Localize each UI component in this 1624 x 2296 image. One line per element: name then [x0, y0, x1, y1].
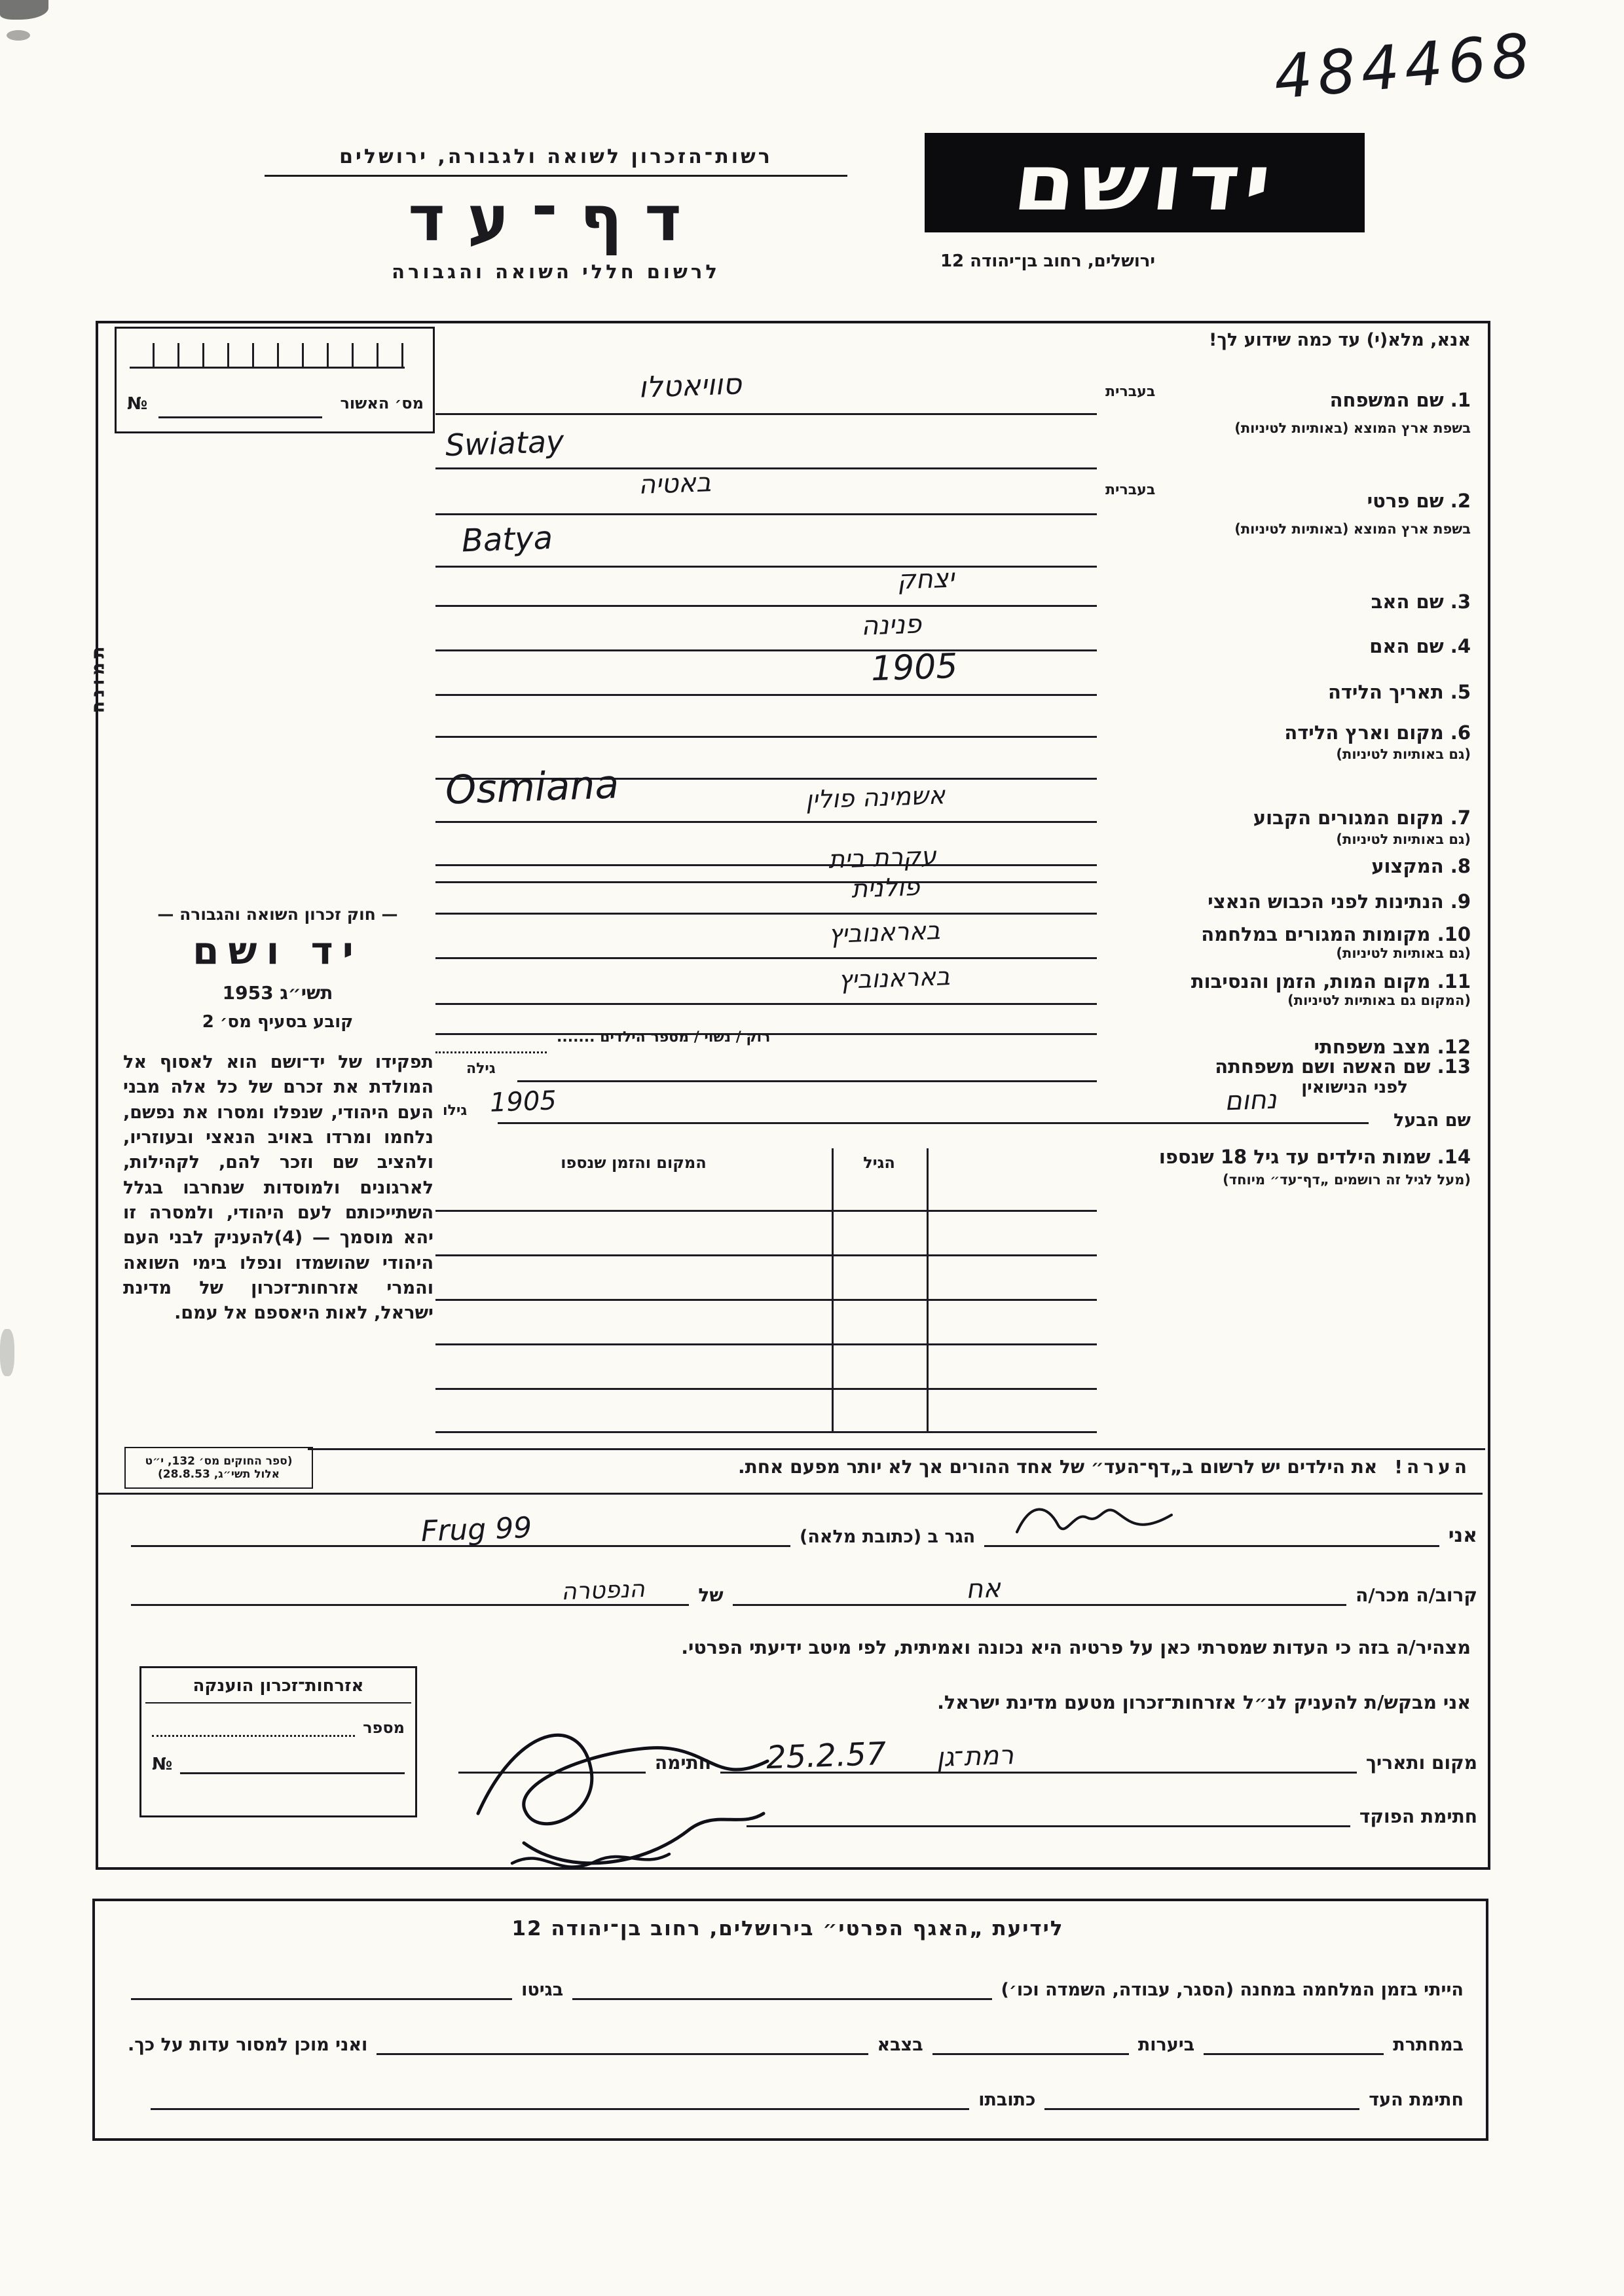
hebrew-tag-f2: בעברית [1105, 482, 1156, 498]
address-value: 99 Frug [420, 1511, 533, 1548]
field-8-label: 8. המקצוע [1371, 855, 1471, 877]
form-subtitle: לרשום חללי השואה והגבורה [392, 261, 720, 283]
field-7-line-a [435, 821, 1097, 823]
declaration-statement: מצהיר/ה בזה כי העדות שמסרתי כאן על פרטיה היא נכונה ואמיתית, לפי מיטב ידיעתי הפרטי. [681, 1637, 1471, 1658]
children-table-row-line [435, 1431, 1097, 1433]
children-table-place-header: המקום והזמן שנספו [561, 1154, 707, 1172]
declarant-address-line [131, 1511, 790, 1548]
yad-vashem-logo-text: ידושם [1008, 137, 1281, 228]
field-11-line-a [435, 1003, 1097, 1005]
field-1-line-hebrew [435, 413, 1097, 415]
field-9-value: פולנית [851, 872, 921, 903]
of-label: של [698, 1584, 724, 1606]
photo-label: תמונה [88, 642, 109, 714]
field-7-sublabel: (גם באותיות לטיניות) [1336, 831, 1471, 847]
note-band-top-line [308, 1448, 1485, 1450]
underground-label: במחתרת [1393, 2035, 1464, 2055]
scan-smudge [0, 0, 48, 20]
children-table-row-line [435, 1299, 1097, 1301]
her-age-label: גילה [466, 1061, 496, 1077]
place-date-label: מקום ותאריך [1365, 1752, 1477, 1774]
army-line [377, 2030, 868, 2055]
children-table-age-header: הגיל [863, 1154, 895, 1172]
field-7-value-hebrew: אשמינה פולין [805, 780, 946, 814]
field-14-sublabel: (מעל לגיל זה רושמים „דף־עד״ מיוחד) [1223, 1172, 1471, 1188]
field-1-value-hebrew: סוויאטלו [638, 367, 743, 405]
relation-of-line [131, 1576, 689, 1606]
army-label: בצבא [877, 2035, 923, 2055]
note-band-bottom-line [98, 1493, 1483, 1495]
witness-signature-scribble [426, 1689, 805, 1886]
field-10-line [435, 957, 1097, 959]
camp-label: הייתי בזמן המלחמה במחנה (הסגר, עבודה, השמדה וכו׳) [1001, 1980, 1464, 2000]
forests-line [932, 2030, 1129, 2055]
ghetto-label: בגיטו [521, 1980, 564, 2000]
field-5-value: 1905 [870, 646, 959, 689]
field-10-value: באראנוביץ [828, 916, 941, 949]
field-6-sublabel: (גם באותיות לטיניות) [1336, 746, 1471, 762]
field-6-label: 6. מקום וארץ הלידה [1284, 721, 1471, 744]
relation-of-value: הנפטרה [560, 1575, 645, 1606]
field-2-value-hebrew: באטיה [638, 467, 712, 500]
yad-vashem-logo [925, 133, 1365, 232]
witness-signature-line [1044, 2085, 1359, 2110]
hebrew-tag-f1: בעברית [1105, 384, 1156, 400]
witness-address-line [151, 2085, 969, 2110]
grant-box-title: אזרחות־זכרון הוענקה [145, 1668, 411, 1704]
scan-smudge [0, 1329, 14, 1376]
camp-row [131, 1975, 1464, 2000]
authority-title: רשות־הזכרון לשואה ולגבורה, ירושלים [265, 145, 847, 177]
field-1-value-latin: Swiatay [445, 423, 565, 464]
place-value: רמת־גן [936, 1740, 1014, 1774]
field-7-value-latin: Osmiana [444, 761, 620, 814]
children-table-row-line [435, 1210, 1097, 1212]
field-5-line [435, 694, 1097, 696]
citizenship-grant-box [139, 1666, 417, 1817]
field-10-label: 10. מקומות המגורים במלחמה [1201, 923, 1471, 945]
grant-number-row [141, 1715, 415, 1737]
field-4-label: 4. שם האם [1369, 635, 1471, 657]
grant-no-line [180, 1753, 405, 1774]
children-table-row-line [435, 1343, 1097, 1345]
witness-address-label: כתובתו [978, 2090, 1036, 2110]
his-age-label: גילו [443, 1102, 468, 1119]
field-4-value: פנינה [860, 609, 922, 642]
law-year: תשי״ג 1953 [222, 982, 333, 1004]
husband-name-label: שם הבעל [1393, 1110, 1471, 1131]
note-title: הערה! [1394, 1456, 1471, 1478]
approval-number-label: מס׳ האשור [340, 394, 424, 412]
grant-number-line [152, 1715, 355, 1737]
field-13-line-wife [517, 1080, 1097, 1082]
field-11-value: באראנוביץ [838, 962, 951, 994]
scan-smudge [7, 30, 30, 41]
field-2-sublabel: בשפת ארץ המוצא (באותיות לטיניות) [1234, 521, 1471, 537]
field-3-label: 3. שם האב [1371, 591, 1471, 613]
field-14-label: 14. שמות הילדים עד גיל 18 שנספו [1158, 1146, 1471, 1168]
husband-name-value: נחום [1224, 1084, 1278, 1117]
declarant-name-line [984, 1518, 1439, 1547]
date-value: 25.2.57 [766, 1735, 887, 1777]
relation-value: אח [965, 1573, 1001, 1605]
field-10-sublabel: (גם באותיות לטיניות) [1336, 945, 1471, 961]
official-signature-line [747, 1798, 1350, 1827]
field-13-label2: לפני הנישואין [1301, 1078, 1408, 1097]
law-footnote-box: (ספר החוקים מס׳ 132, י״ט אלול תשי״ג, 28.8.53) [124, 1447, 313, 1489]
field-11-label: 11. מקום המות, הזמן והנסיבות [1190, 970, 1471, 993]
resides-label: הגר ב (כתובת מלאה) [800, 1527, 976, 1547]
law-text: תפקידו של יד־ושם הוא לאסוף אל המולדת את זכרם של כל אלה מבני העם היהודי, שנפלו ומסרו את נפשם, נלחמו ומרדו באויב הנאצי ובעוזריו, ולהציב שם וזכר להם, לקהילות, לארגונים ולמוסדות שנחרבו בגלל השתייכותם לעם היהודי, ולמסרה זו יהא מוסמך — (4)להעניק לבני העם היהודי שהושמדו ונפלו בימי השואה והמרי אזרחות־זכרון של מדינת ישראל, לאות היאספם אל עמם. [123, 1052, 434, 1324]
field-4-line [435, 649, 1097, 651]
file-number-handwritten: 484468 [1271, 20, 1538, 113]
field-7-label: 7. מקום המגורים הקבוע [1253, 807, 1471, 829]
approval-no-label: № [127, 394, 148, 414]
field-8-value: עקרת בית [828, 841, 937, 874]
field-1-sublabel: בשפת ארץ המוצא (באותיות לטיניות) [1234, 420, 1471, 436]
citizenship-request: אני מבקש/ת להעניק לנ״ל אזרחות־זכרון מטעם מדינת ישראל. [937, 1692, 1471, 1713]
logo-address: ירושלים, רחוב בן־יהודה 12 [940, 251, 1156, 271]
field-12-label: 12. מצב משפחתי [1314, 1036, 1471, 1058]
official-signature-row [747, 1798, 1477, 1827]
place-date-line [720, 1735, 1357, 1777]
fill-instruction: אנא, מלא(י) עד כמה שידוע לך! [1209, 330, 1471, 350]
declarant-row [131, 1511, 1477, 1548]
field-1-line-latin [435, 467, 1097, 469]
grant-no-row [141, 1753, 415, 1774]
field-12-options: רוק / נשוי / מספר הילדים ....... [557, 1029, 771, 1046]
note-text: את הילדים יש לרשום ב„דף־העד״ של אחד ההורים אך לא יותר מפעם אחת. [737, 1456, 1378, 1478]
witness-signature-label: חתימת העד [1369, 2090, 1464, 2110]
field-2-line-hebrew [435, 513, 1097, 515]
official-signature-label: חתימת הפוקד [1359, 1806, 1477, 1827]
ghetto-line [131, 1975, 512, 2000]
law-name: יד ושם [193, 928, 363, 973]
field-9-line [435, 913, 1097, 915]
field-8-line [435, 881, 1097, 883]
underground-line [1204, 2030, 1384, 2055]
field-13-label: 13. שם האשה ושם משפחתה [1215, 1055, 1471, 1078]
grant-no-label: № [152, 1755, 173, 1774]
husband-year-value: 1905 [489, 1085, 557, 1118]
approval-no-line [158, 394, 322, 418]
grant-number-label: מספר [363, 1719, 405, 1737]
children-table-row-line [435, 1254, 1097, 1256]
field-2-value-latin: Batya [461, 519, 553, 560]
field-2-label: 2. שם פרטי [1367, 490, 1471, 512]
field-2-line-latin [435, 566, 1097, 568]
ready-to-testify-label: ואני מוכן למסור עדות על כך. [128, 2035, 368, 2055]
signature-label: חתימה [654, 1752, 711, 1774]
approval-number-box [115, 327, 435, 433]
resistance-row [128, 2030, 1464, 2055]
field-11-sublabel: (המקום גם באותיות לטיניות) [1287, 993, 1471, 1008]
children-table-row-line [435, 1388, 1097, 1390]
field-5-label: 5. תאריך הלידה [1327, 681, 1471, 703]
field-3-line [435, 605, 1097, 607]
relation-row [131, 1573, 1477, 1606]
relation-line [733, 1573, 1347, 1606]
field-7-line-b [435, 864, 1097, 866]
field-13-line-husband [498, 1122, 1369, 1124]
law-section: קובע בסעיף מס׳ 2 [202, 1012, 354, 1032]
camp-line [572, 1975, 991, 2000]
note-line [738, 1456, 1471, 1478]
field-9-label: 9. הנתינות לפני הכבוש הנאצי [1208, 890, 1471, 913]
digit-comb [130, 343, 405, 369]
witness-section-title: לידיעת „האגף הפרטי״ בירושלים, רחוב בן־יהודה 12 [511, 1917, 1064, 1941]
field-1-label: 1. שם המשפחה [1329, 389, 1471, 411]
declarant-i-label: אני [1448, 1524, 1477, 1547]
field-12-line [435, 1051, 547, 1053]
declarant-signature-scribble [1012, 1493, 1175, 1545]
law-header: — חוק זכרון השואה והגבורה — [157, 905, 398, 924]
relative-label: קרוב/ה מכר/ה [1356, 1584, 1477, 1606]
field-6-line-a [435, 736, 1097, 738]
field-3-value: יצחק [896, 563, 955, 596]
witness-signature-row [151, 2085, 1464, 2110]
forests-label: ביערות [1137, 2035, 1195, 2055]
form-title: דף־עד [408, 182, 704, 255]
